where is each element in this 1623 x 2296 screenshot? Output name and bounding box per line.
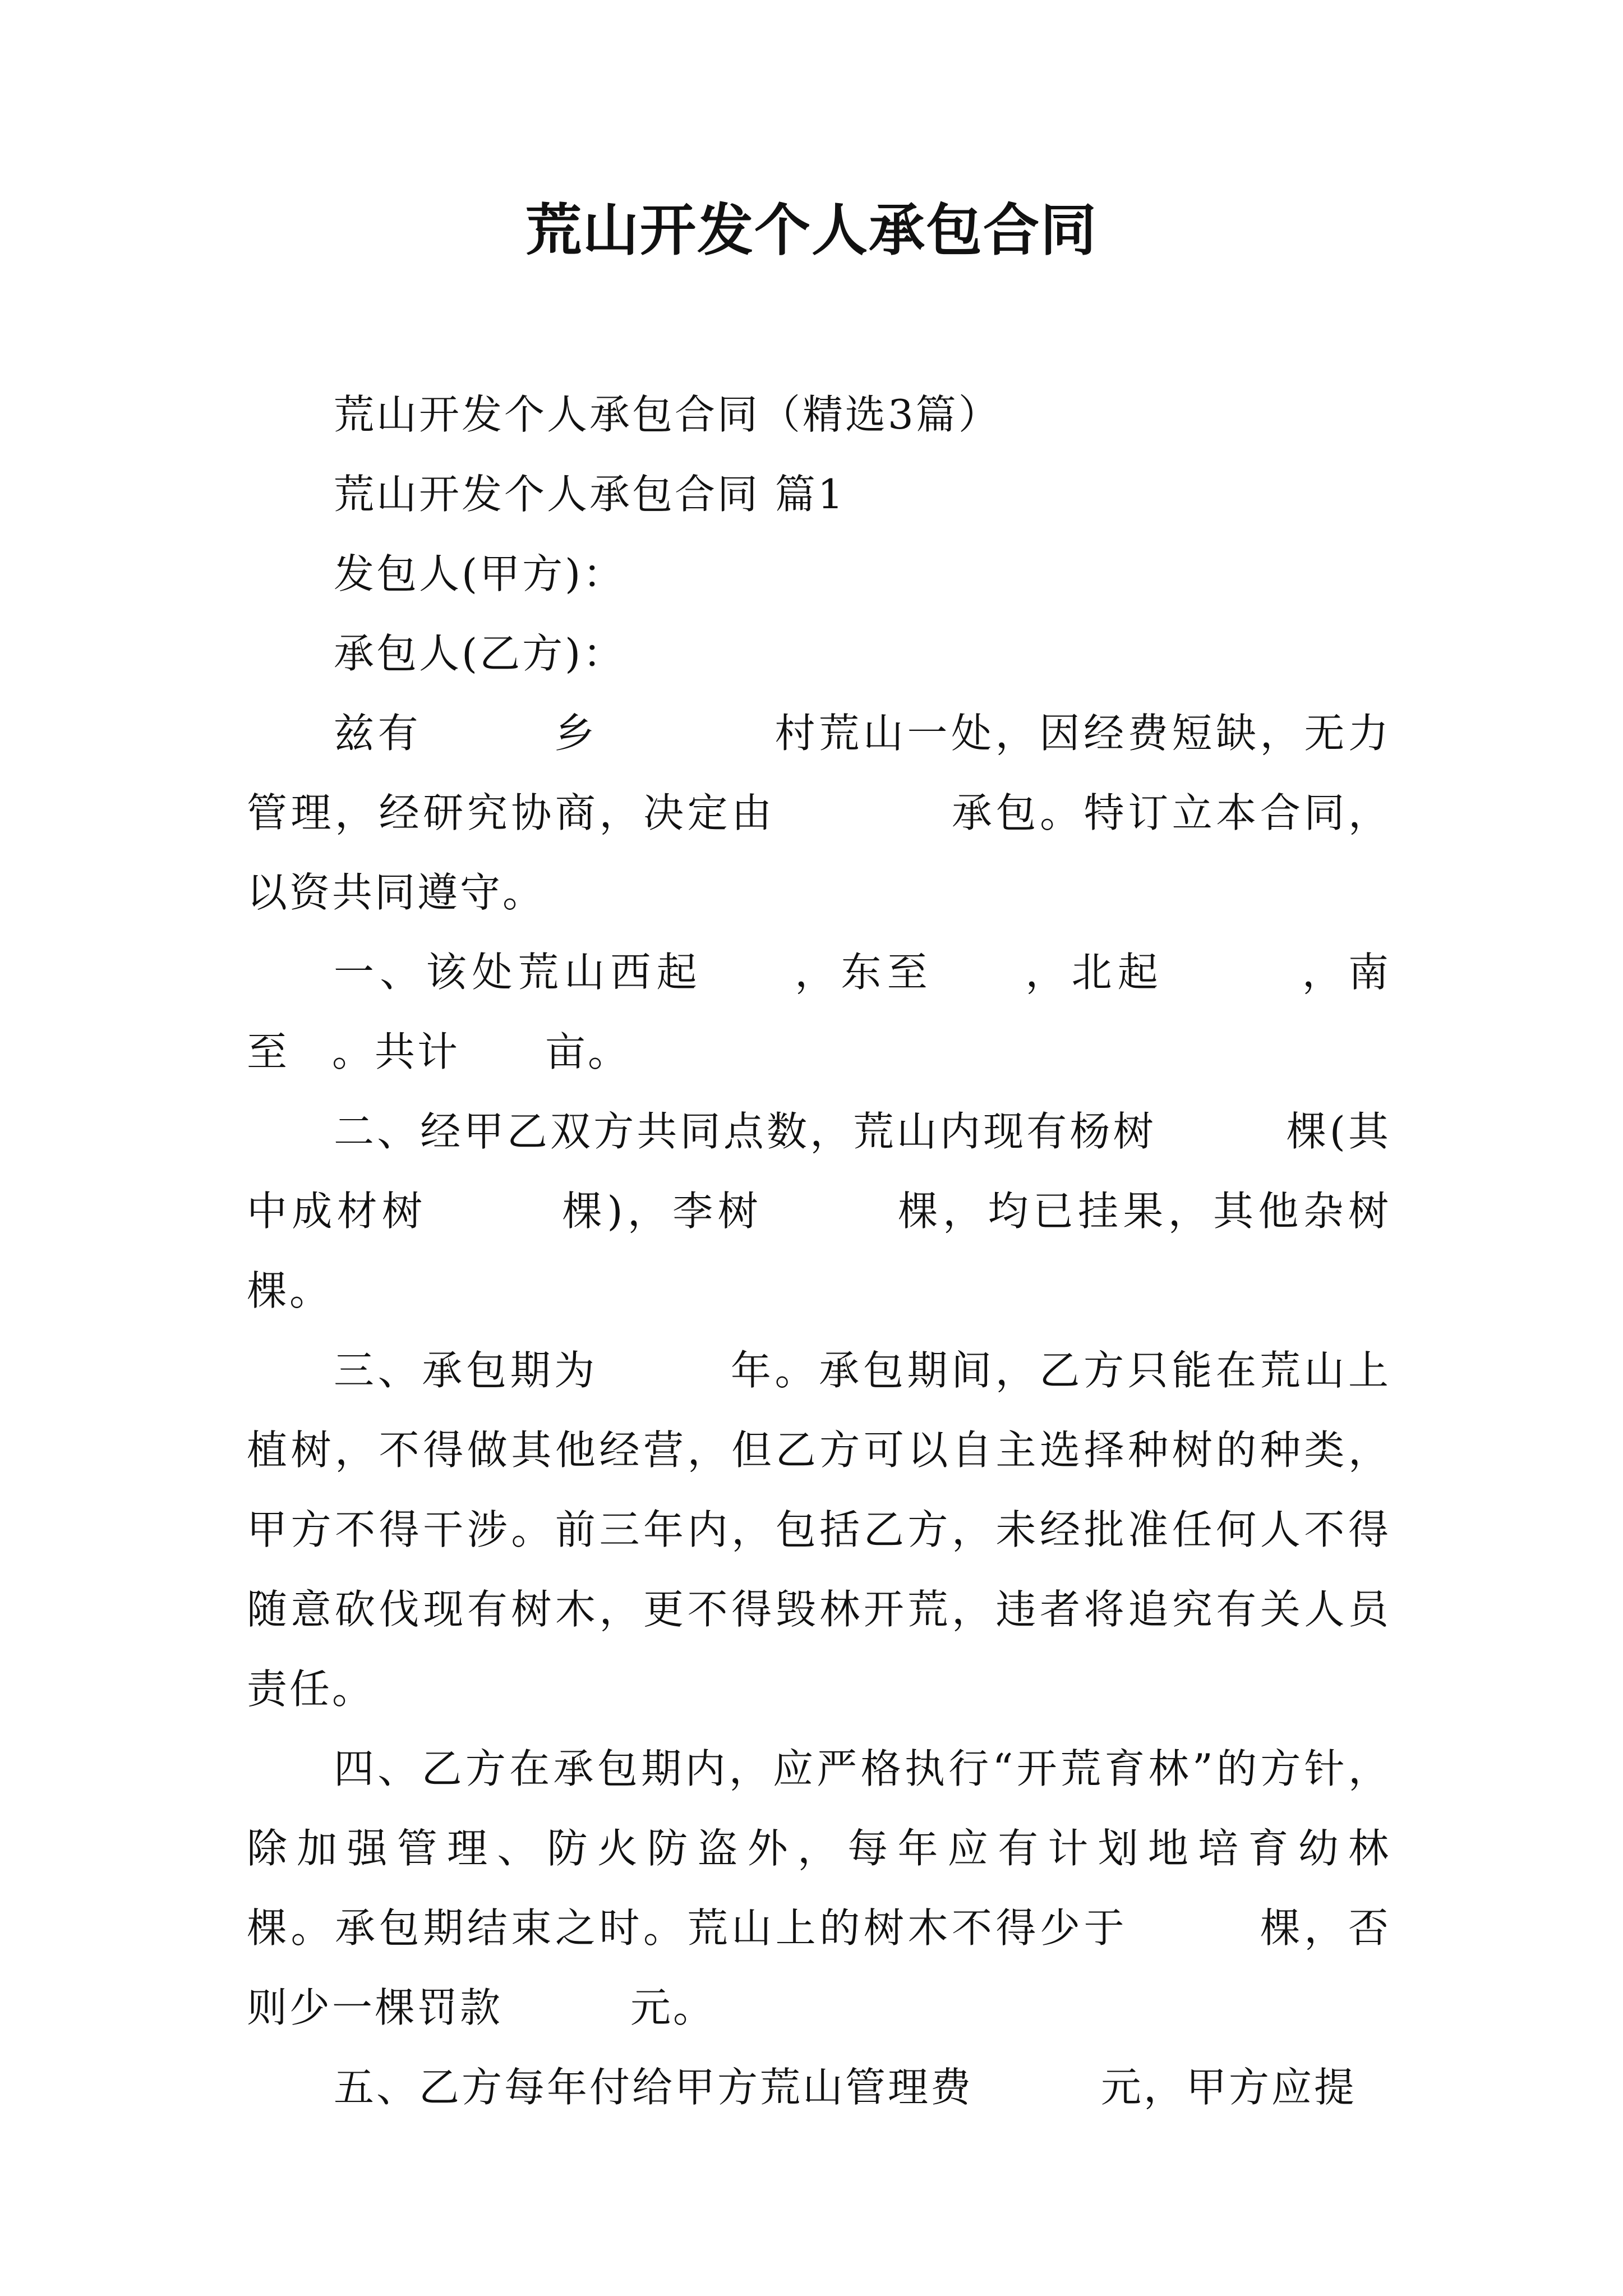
paragraph-clause-1: 一、该处荒山西起 ，东至 ，北起 ，南至 。共计 亩。: [247, 949, 1391, 1075]
paragraph-party-b: 承包人(乙方)：: [334, 630, 626, 677]
document-title: 荒山开发个人承包合同: [525, 197, 1098, 263]
paragraph-clause-5: 五、乙方每年付给甲方荒山管理费 元，甲方应提: [334, 2064, 1357, 2111]
paragraph-clause-2: 二、经甲乙双方共同点数，荒山内现有杨树 棵(其中成材树 棵)，李树 棵，均已挂果，其他杂树 棵。: [247, 1108, 1477, 1314]
paragraph-preamble: 兹有 乡 村荒山一处，因经费短缺，无力管理，经研究协商，决定由 承包。特订立本合同，以资共同遵守。: [247, 710, 1391, 916]
paragraph-section-heading: 荒山开发个人承包合同 篇1: [334, 471, 846, 518]
paragraph-party-a: 发包人(甲方)：: [334, 550, 626, 597]
paragraph-subtitle: 荒山开发个人承包合同（精选3篇）: [334, 391, 1001, 438]
document-body: [247, 375, 1562, 2127]
paragraph-clause-3: 三、承包期为 年。承包期间，乙方只能在荒山上植树，不得做其他经营，但乙方可以自主选择种树的种类，甲方不得干涉。前三年内，包括乙方，未经批准任何人不得随意砍伐现有树木，更不得毁林开荒，违者将追究有关人员责任。: [247, 1347, 1391, 1713]
paragraph-clause-4: 四、乙方在承包期内，应严格执行“开荒育林”的方针，除加强管理、防火防盗外，每年应有计划地培育幼林 棵。承包期结束之时。荒山上的树木不得少于 棵，否则少一棵罚款 元。: [247, 1745, 1562, 2031]
